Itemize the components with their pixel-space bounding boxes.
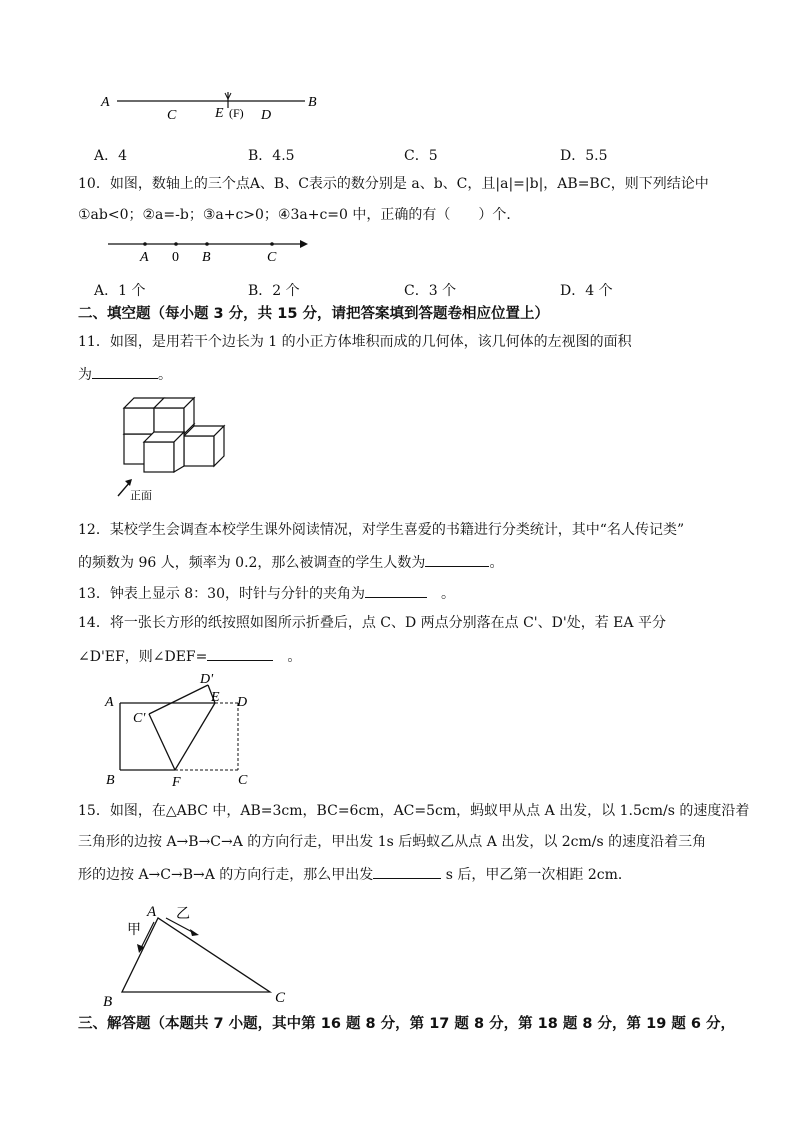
q9-option-a: A．4	[94, 148, 128, 164]
q15-label-jia: 甲	[127, 923, 141, 938]
q14-label-D-prime: D'	[200, 672, 214, 687]
q10-label-C: C	[267, 250, 277, 265]
q15-stem-line3	[78, 864, 632, 884]
q11-front-label: 正面	[130, 490, 152, 502]
q10-stem-line2: ①ab<0；②a=-b；③a+c>0；④3a+c=0 中，正确的有（ ）个．	[78, 207, 521, 223]
q14-stem-line1: 14．将一张长方形的纸按照如图所示折叠后，点 C、D 两点分别落在点 C'、D'处，若 EA 平分	[78, 615, 666, 631]
q12-stem-line2	[78, 552, 503, 572]
section3-title: 三、解答题（本题共 7 小题，其中第 16 题 8 分，第 17 题 8 分，第 18 题 8 分，第 19 题 6 分，	[78, 1016, 736, 1032]
q11-prefix: 为	[78, 367, 92, 383]
q15-label-yi: 乙	[176, 907, 190, 922]
q10-option-a: A．1 个	[94, 283, 146, 299]
q13-answer-blank	[365, 583, 427, 598]
q11-stem-line1: 11．如图，是用若干个边长为 1 的小正方体堆积而成的几何体，该几何体的左视图的面积	[78, 334, 632, 350]
q14-answer-blank	[207, 646, 273, 661]
q12-suffix: 。	[489, 555, 504, 571]
q10-option-d: D．4 个	[560, 283, 613, 299]
q14-label-D: D	[237, 695, 248, 710]
q10-stem-line1: 10．如图，数轴上的三个点A、B、C表示的数分别是 a、b、C，且|a|=|b|，AB=BC，则下列结论中	[78, 176, 709, 192]
q14-suffix: 。	[273, 649, 302, 665]
q13-prefix: 13．钟表上显示 8：30，时针与分针的夹角为	[78, 586, 365, 602]
q11-answer-blank	[92, 364, 158, 379]
q10-label-O: 0	[172, 250, 179, 265]
q15-prefix: 形的边按 A→C→B→A 的方向行走，那么甲出发	[78, 867, 374, 883]
q10-option-c: C．3 个	[404, 283, 457, 299]
q15-stem-line2: 三角形的边按 A→B→C→A 的方向行走，甲出发 1s 后蚂蚁乙从点 A 出发，以 2cm/s 的速度沿着三角	[78, 834, 707, 850]
q14-stem-line2	[78, 646, 301, 666]
q11-suffix: 。	[158, 367, 172, 383]
q13-stem	[78, 583, 455, 603]
q15-triangle-figure	[100, 900, 300, 1010]
q9-label-D: D	[261, 108, 272, 123]
q15-label-A: A	[147, 904, 157, 920]
q13-suffix: 。	[427, 586, 455, 602]
q14-label-C: C	[238, 773, 248, 788]
q15-label-B: B	[103, 994, 113, 1010]
q14-prefix: ∠D'EF，则∠DEF=	[78, 649, 208, 665]
q9-label-F: (F)	[229, 106, 244, 120]
q10-number-line-figure	[100, 232, 320, 266]
section2-title: 二、填空题（每小题 3 分，共 15 分，请把答案填到答题卷相应位置上）	[78, 306, 549, 322]
q9-label-B: B	[308, 95, 317, 110]
q9-option-c: C．5	[404, 148, 438, 164]
q9-option-b: B．4.5	[248, 148, 295, 164]
q9-label-C: C	[167, 108, 177, 123]
q11-stem-line2	[78, 364, 172, 384]
q15-stem-line1: 15．如图，在△ABC 中，AB=3cm，BC=6cm，AC=5cm，蚂蚁甲从点 A 出发，以 1.5cm/s 的速度沿着	[78, 803, 750, 819]
q10-option-b: B．2 个	[248, 283, 300, 299]
q10-label-B: B	[202, 250, 211, 265]
q14-label-E: E	[211, 690, 220, 705]
q14-label-A: A	[105, 695, 114, 710]
q10-label-A: A	[140, 250, 149, 265]
q15-suffix: s 后，甲乙第一次相距 2cm．	[441, 867, 632, 883]
q15-label-C: C	[275, 990, 286, 1006]
q12-answer-blank	[425, 552, 489, 567]
q9-label-A: A	[101, 95, 110, 110]
q12-prefix: 的频数为 96 人，频率为 0.2，那么被调查的学生人数为	[78, 555, 426, 571]
q11-cubes-figure	[108, 396, 238, 504]
q9-label-E: E	[215, 106, 224, 121]
q14-label-B: B	[106, 773, 115, 788]
q14-label-C-prime: C'	[133, 711, 146, 726]
q12-stem-line1: 12．某校学生会调查本校学生课外阅读情况，对学生喜爱的书籍进行分类统计，其中“名人传记类”	[78, 522, 685, 538]
q9-option-d: D．5.5	[560, 148, 608, 164]
q9-segment-figure	[95, 88, 335, 128]
q15-answer-blank	[373, 864, 441, 879]
q14-label-F: F	[172, 775, 181, 790]
q14-fold-figure	[100, 668, 270, 793]
